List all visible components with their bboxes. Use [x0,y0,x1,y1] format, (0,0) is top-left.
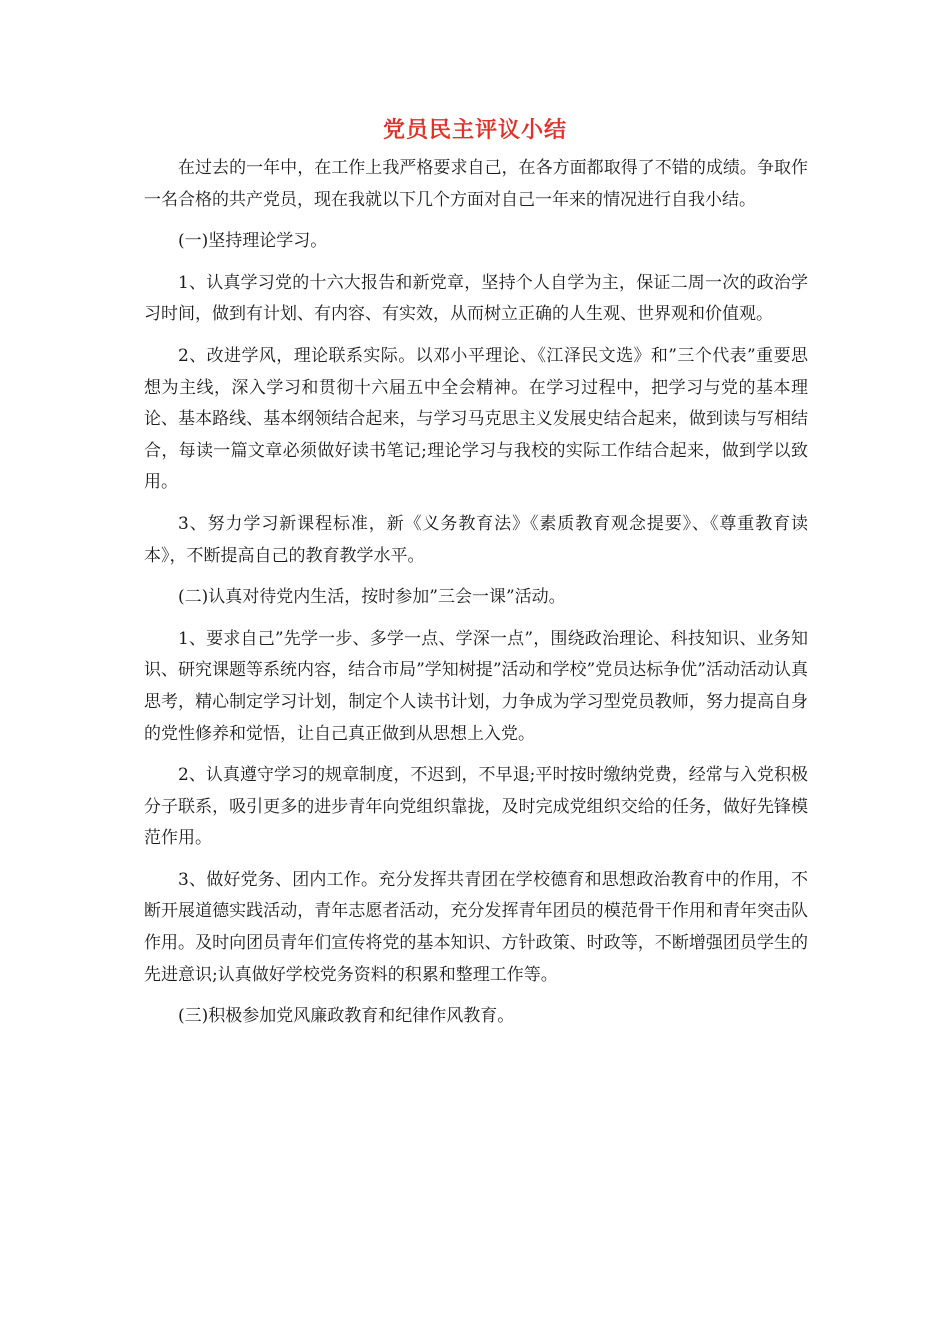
section-heading-3: (三)积极参加党风廉政教育和纪律作风教育。 [178,1006,515,1027]
document-title: 党员民主评议小结 [382,118,567,143]
intro-paragraph: 在过去的一年中，在工作上我严格要求自己，在各方面都取得了不错的成绩。争取作一名合格的共产党员，现在我就以下几个方面对自己一年来的情况进行自我小结。 [144,158,808,210]
document-body [144,153,808,1043]
section-1-item-2: 2、改进学风，理论联系实际。以邓小平理论、《江泽民文选》和”三个代表”重要思想为主线，深入学习和贯彻十六届五中全会精神。在学习过程中，把学习与党的基本理论、基本路线、基本纲领结合起来，与学习马克思主义发展史结合起来，做到读与写相结合，每读一篇文章必须做好读书笔记;理论学习与我校的实际工作结合起来，做到学以致用。 [144,345,808,493]
section-heading-2: (二)认真对待党内生活，按时参加”三会一课”活动。 [178,587,566,608]
section-heading-1: (一)坚持理论学习。 [178,231,328,252]
section-2-item-2: 2、认真遵守学习的规章制度，不迟到，不早退;平时按时缴纳党费，经常与入党积极分子联系，吸引更多的进步青年向党组织靠拢，及时完成党组织交给的任务，做好先锋模范作用。 [144,765,808,849]
section-1-item-1: 1、认真学习党的十六大报告和新党章，坚持个人自学为主，保证二周一次的政治学习时间，做到有计划、有内容、有实效，从而树立正确的人生观、世界观和价值观。 [144,272,808,325]
section-2-item-3: 3、做好党务、团内工作。充分发挥共青团在学校德育和思想政治教育中的作用，不断开展道德实践活动，青年志愿者活动，充分发挥青年团员的模范骨干作用和青年突击队作用。及时向团员青年们宣传将党的基本知识、方针政策、时政等，不断增强团员学生的先进意识;认真做好学校党务资料的积累和整理工作等。 [144,869,808,985]
section-2-item-1: 1、要求自己”先学一步、多学一点、学深一点”，围绕政治理论、科技知识、业务知识、研究课题等系统内容，结合市局”学知树提”活动和学校”党员达标争优”活动活动认真思考，精心制定学习计划，制定个人读书计划，力争成为学习型党员教师，努力提高自身的党性修养和觉悟，让自己真正做到从思想上入党。 [144,628,808,744]
section-1-item-3: 3、努力学习新课程标准，新《义务教育法》《素质教育观念提要》、《尊重教育读本》，不断提高自己的教育教学水平。 [144,513,808,566]
